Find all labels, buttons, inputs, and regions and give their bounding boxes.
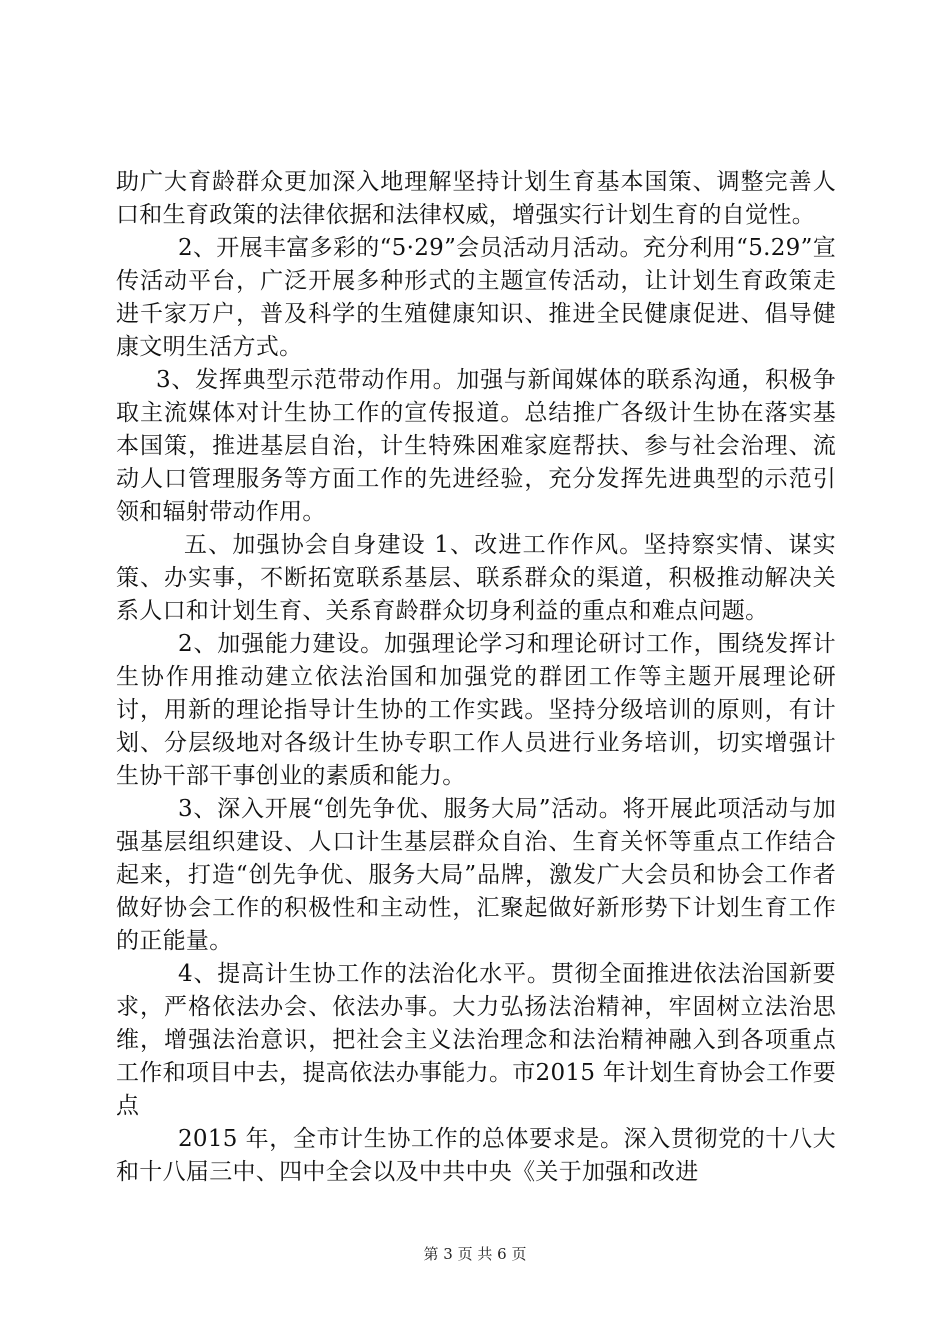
paragraph-item-3: 3、发挥典型示范带动作用。加强与新闻媒体的联系沟通，积极争取主流媒体对计生协工作的宣传报道。总结推广各级计生协在落实基本国策，推进基层自治，计生特殊困难家庭帮扶、参与社会治理、流动人口管理服务等方面工作的先进经验，充分发挥先进典型的示范引领和辐射带动作用。 — [116, 367, 836, 525]
paragraph-rule-of-law: 4、提高计生协工作的法治化水平。贯彻全面推进依法治国新要求，严格依法办会、依法办事。大力弘扬法治精神，牢固树立法治思维，增强法治意识，把社会主义法治理念和法治精神融入到各项重点工作和项目中去，提高依法办事能力。市2015 年计划生育协会工作要点 — [116, 961, 836, 1119]
paragraph-excellence-campaign: 3、深入开展“创先争优、服务大局”活动。将开展此项活动与加强基层组织建设、人口计生基层群众自治、生育关怀等重点工作结合起来，打造“创先争优、服务大局”品牌，激发广大会员和协会工作者做好协会工作的积极性和主动性，汇聚起做好新形势下计划生育工作的正能量。 — [116, 796, 836, 954]
document-body — [116, 166, 836, 1189]
paragraph-continuation: 助广大育龄群众更加深入地理解坚持计划生育基本国策、调整完善人口和生育政策的法律依据和法律权威，增强实行计划生育的自觉性。 — [116, 169, 836, 228]
paragraph-2015-requirements: 2015 年，全市计生协工作的总体要求是。深入贯彻党的十八大和十八届三中、四中全会以及中共中央《关于加强和改进 — [116, 1126, 836, 1185]
paragraph-section-5: 五、加强协会自身建设 1、改进工作作风。坚持察实情、谋实策、办实事，不断拓宽联系基层、联系群众的渠道，积极推动解决关系人口和计划生育、关系育龄群众切身利益的重点和难点问题。 — [116, 532, 836, 624]
page-number-footer: 第 3 页 共 6 页 — [423, 1245, 527, 1263]
paragraph-item-2: 2、开展丰富多彩的“5·29”会员活动月活动。充分利用“5.29”宣传活动平台，广泛开展多种形式的主题宣传活动，让计划生育政策走进千家万户，普及科学的生殖健康知识、推进全民健康促进、倡导健康文明生活方式。 — [116, 235, 836, 360]
paragraph-ability-building: 2、加强能力建设。加强理论学习和理论研讨工作，围绕发挥计生协作用推动建立依法治国和加强党的群团工作等主题开展理论研讨，用新的理论指导计生协的工作实践。坚持分级培训的原则，有计划、分层级地对各级计生协专职工作人员进行业务培训，切实增强计生协干部干事创业的素质和能力。 — [116, 631, 836, 789]
